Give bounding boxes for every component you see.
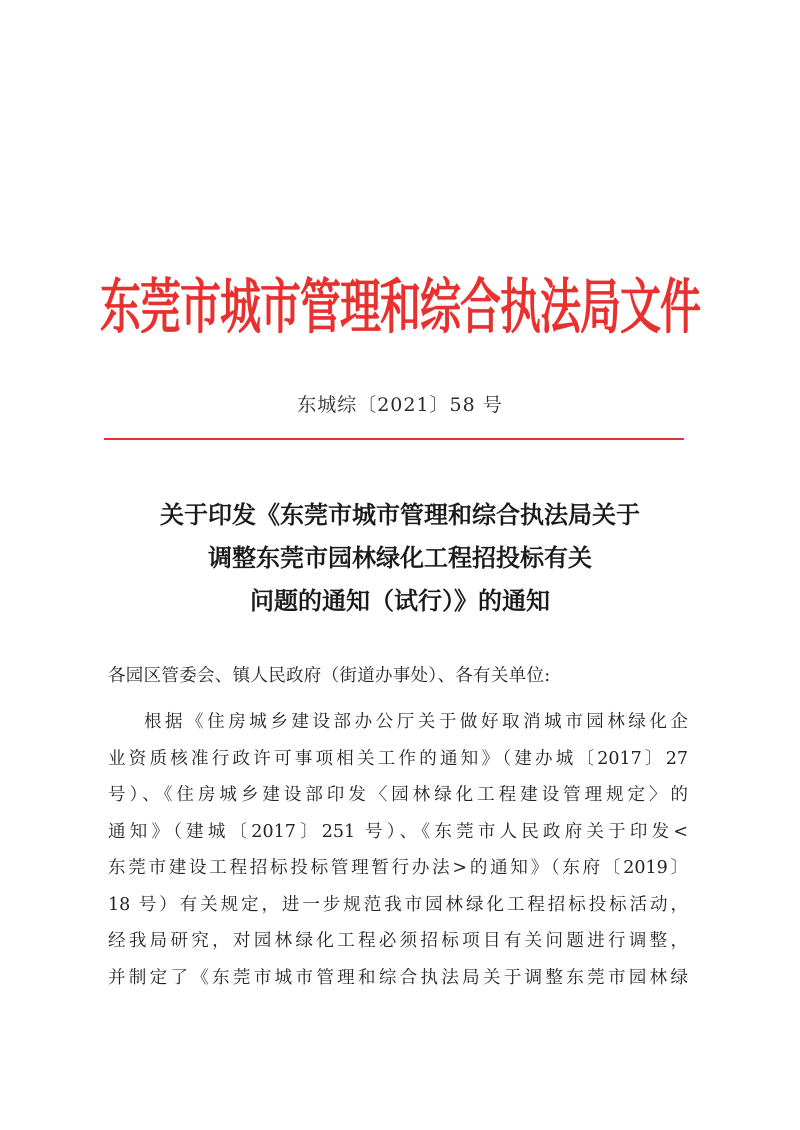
body-line: 号）、《住房城乡建设部印发〈园林绿化工程建设管理规定〉的 — [108, 785, 688, 805]
body-paragraph — [108, 704, 688, 996]
recipients-line: 各园区管委会、镇人民政府（街道办事处）、各有关单位: — [108, 666, 551, 686]
body-line: 东莞市建设工程招标投标管理暂行办法>的通知》（东府〔2019〕 — [108, 858, 688, 878]
document-number: 东城综〔2021〕58 号 — [297, 394, 503, 416]
agency-title: 东莞市城市管理和综合执法局文件 — [100, 272, 700, 342]
body-line: 并制定了《东莞市城市管理和综合执法局关于调整东莞市园林绿 — [108, 967, 688, 988]
body-line: 业资质核准行政许可事项相关工作的通知》（建办城〔2017〕27 — [108, 748, 688, 769]
title-line: 问题的通知（试行）》的通知 — [250, 586, 550, 615]
red-divider-line — [104, 438, 684, 440]
body-line: 18 号）有关规定，进一步规范我市园林绿化工程招标投标活动， — [108, 894, 688, 915]
body-line: 通知》（建城〔2017〕251 号）、《东莞市人民政府关于印发< — [108, 821, 688, 842]
title-line: 调整东莞市园林绿化工程招投标有关 — [208, 543, 592, 572]
body-line: 根据《住房城乡建设部办公厅关于做好取消城市园林绿化企 — [144, 712, 688, 732]
body-line: 经我局研究，对园林绿化工程必须招标项目有关问题进行调整， — [108, 931, 688, 951]
title-line: 关于印发《东莞市城市管理和综合执法局关于 — [160, 500, 640, 529]
document-title — [80, 493, 720, 622]
